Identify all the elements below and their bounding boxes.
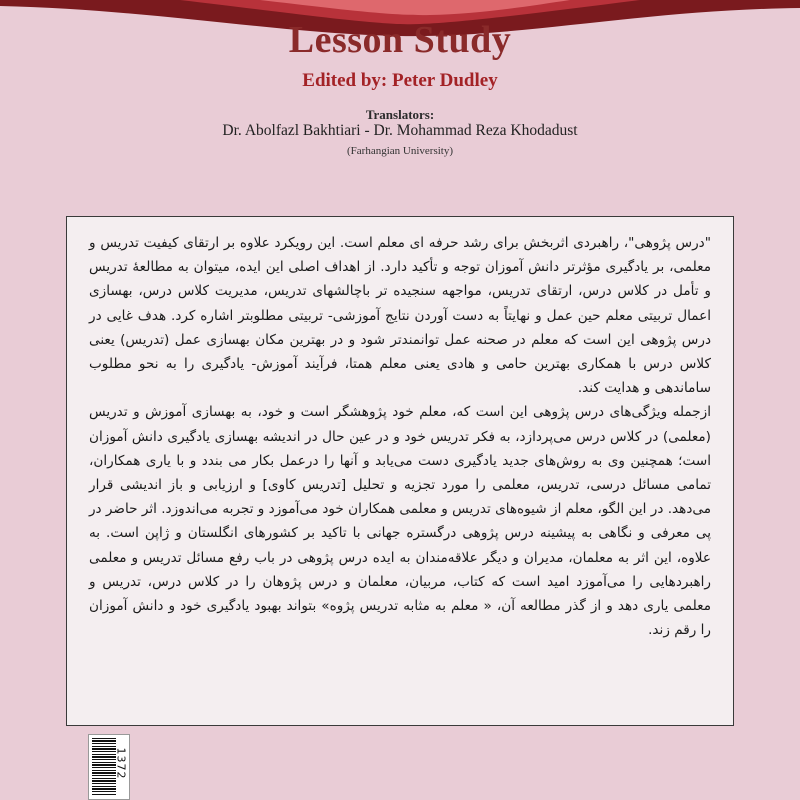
barcode-number: 1372	[114, 747, 128, 780]
translators-label: Translators:	[365, 107, 435, 122]
translators-names: Dr. Abolfazl Bakhtiari - Dr. Mohammad Reza Khodadust	[222, 122, 578, 139]
editor-credit: Edited by: Peter Dudley	[302, 70, 498, 91]
description-paragraph-1: "درس پژوهی"، راهبردی اثربخش برای رشد حرفه ای معلم است. این رویکرد علاوه بر ارتقای کیفیت تدریس و معلمی، بر یادگیری مؤثرتر دانش آموزان توجه و تأکید دارد. از اهداف اصلی این ایده، میتوان به مطالعهٔ تدریس و تأمل در کلاس درس، ارتقای تدریس، مواجهه سنجیده تر باچالشهای تدریس، مدیریت کلاس درس، بهسازی اعمال تربیتی معلم حین عمل و نهایتاً به دست آوردن نتایج آموزشی- تربیتی مطلوبتر اشاره کرد. هدف غایی در درس پژوهی این است که معلم در صحنه عمل توانمندتر شود و در بهترین مکان بهسازی عمل (تدریس) یعنی کلاس درس با همکاری بهترین حامی و هادی یعنی معلم همتا، فرآیند آموزش- یادگیری را به نحو مطلوب ساماندهی و هدایت کند.	[89, 235, 711, 397]
description-paragraph-2: ازجمله ویژگی‌های درس پژوهی این است که، معلم خود پژوهشگر است و خود، به بهسازی آموزش و تدریس (معلمی) در کلاس درس می‌پردازد، به فکر تدریس خود و در عین حال در اندیشه بهسازی یادگیری دانش آموزان است؛ همچنین وی به روش‌های جدید یادگیری دست می‌یابد و آنها را درعمل بکار می بندد و با یاری همکاران، تمامی مسائل درسی، تدریس، معلمی را مورد تجزیه و تحلیل [تدریس کاوی] و ارزیابی و باز اندیشی قرار می‌دهد. در این الگو، معلم از شیوه‌های تدریس و معلمی همکاران خود می‌آموزد و تجربه می‌اندوزد. اثر حاضر در پی معرفی و نگاهی به پیشینه درس پژوهی درگستره جهانی با تاکید بر کشورهای انگلستان و ژاپن است. به علاوه، این اثر به معلمان، مدیران و دیگر علاقه‌مندان به ایده درس پژوهی در باب رفع مسائل تدریس و معلمی راهبردهایی را می‌آموزد امید است که کتاب، مربیان، معلمان و درس پژوهان را در کلاس درس، تدریس و معلمی یاری دهد و از گذر مطالعه آن، « معلم به مثابه تدریس پژوه» بتواند بهبود یادگیری خود و دانش آموزان را رقم زند.	[88, 404, 711, 639]
university-affiliation: (Farhangian University)	[347, 145, 453, 157]
book-title: Lesson Study	[288, 19, 512, 61]
description-panel	[66, 216, 734, 726]
barcode-bars	[92, 738, 116, 796]
barcode	[88, 734, 130, 800]
